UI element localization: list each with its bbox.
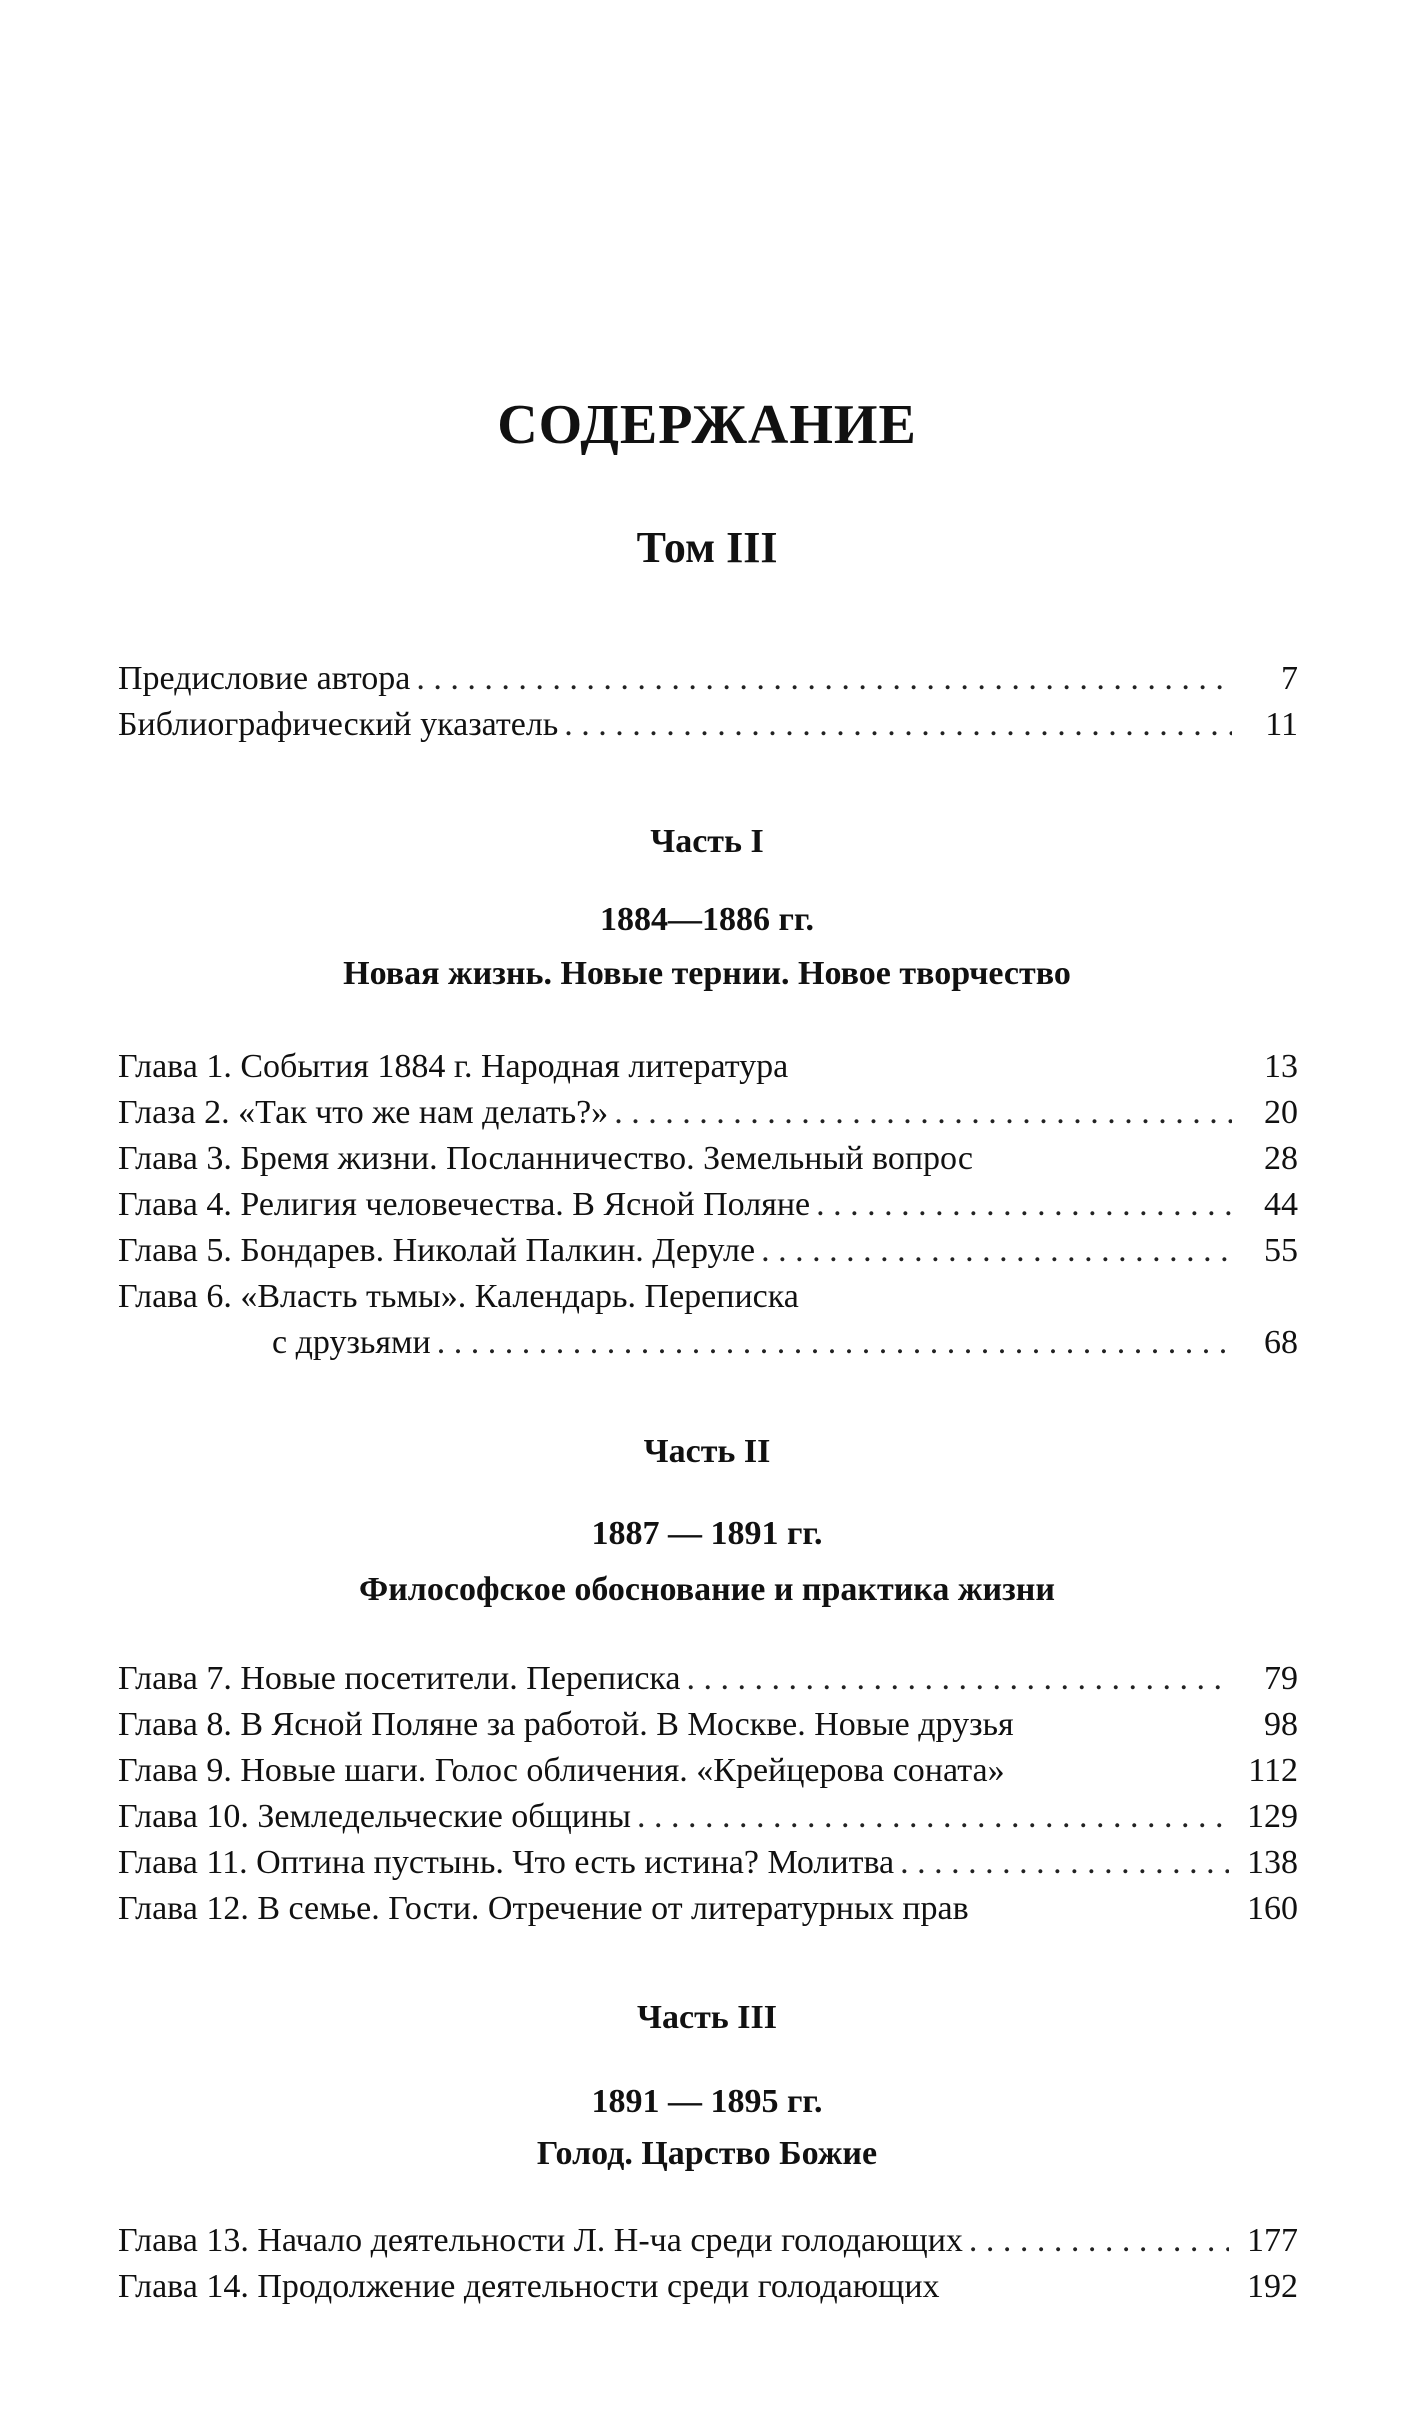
entry-title: Глава 7. Новые посетители. Переписка	[118, 1660, 681, 1697]
part-label: Часть II	[643, 1433, 771, 1470]
toc-entry[interactable]	[118, 702, 1298, 748]
entry-title: Глава 13. Начало деятельности Л. Н-ча среди голодающих	[118, 2222, 963, 2259]
toc-entry[interactable]	[118, 1044, 1298, 1090]
part-years: 1891 — 1895 гг.	[591, 2083, 823, 2120]
toc-entry[interactable]	[118, 1274, 1298, 1320]
entry-title: Глава 3. Бремя жизни. Посланничество. Земельный вопрос	[118, 1140, 973, 1177]
entry-title-continuation: с друзьями	[272, 1324, 431, 1361]
front-matter-list	[118, 656, 1298, 748]
part-2-entries	[118, 1656, 1298, 1932]
toc-entry[interactable]	[118, 1702, 1298, 1748]
part-subtitle: Новая жизнь. Новые тернии. Новое творчество	[343, 955, 1071, 992]
dot-leader	[816, 1182, 1232, 1228]
toc-entry[interactable]	[118, 1656, 1298, 1702]
part-1-entries	[118, 1044, 1298, 1366]
toc-entry[interactable]	[118, 656, 1298, 702]
entry-title: Глава 4. Религия человечества. В Ясной Поляне	[118, 1186, 811, 1223]
page-title: СОДЕРЖАНИЕ	[497, 394, 917, 456]
part-years: 1887 — 1891 гг.	[591, 1515, 823, 1552]
toc-entry[interactable]	[118, 2218, 1298, 2264]
entry-page: 160	[1247, 1890, 1298, 1927]
toc-entry[interactable]	[118, 1886, 1298, 1932]
dot-leader	[687, 1656, 1232, 1702]
toc-entry[interactable]	[118, 1090, 1298, 1136]
entry-page: 79	[1264, 1660, 1298, 1697]
entry-title: Глава 14. Продолжение деятельности среди голодающих	[118, 2268, 940, 2305]
entry-page: 28	[1264, 1140, 1298, 1177]
entry-page: 98	[1264, 1706, 1298, 1743]
entry-title: Глава 1. События 1884 г. Народная литература	[118, 1048, 789, 1085]
entry-page: 13	[1264, 1048, 1298, 1085]
part-label: Часть I	[650, 823, 764, 860]
entry-page: 129	[1247, 1798, 1298, 1835]
dot-leader	[761, 1228, 1232, 1274]
part-years: 1884—1886 гг.	[599, 901, 815, 938]
dot-leader	[564, 702, 1232, 748]
part-3-entries	[118, 2218, 1298, 2310]
toc-entry[interactable]	[118, 1794, 1298, 1840]
part-label: Часть III	[637, 1999, 777, 2036]
entry-page: 177	[1247, 2222, 1298, 2259]
dot-leader	[416, 656, 1232, 702]
entry-title: Предисловие автора	[118, 660, 411, 697]
dot-leader	[437, 1320, 1232, 1366]
toc-entry[interactable]	[118, 1748, 1298, 1794]
entry-title: Глава 6. «Власть тьмы». Календарь. Переписка	[118, 1278, 799, 1315]
entry-page: 11	[1265, 706, 1298, 743]
entry-page: 44	[1264, 1186, 1298, 1223]
entry-page: 68	[1264, 1324, 1298, 1361]
entry-title: Глава 12. В семье. Гости. Отречение от литературных прав	[118, 1890, 969, 1927]
part-subtitle: Философское обоснование и практика жизни	[359, 1571, 1055, 1608]
entry-page: 55	[1264, 1232, 1298, 1269]
dot-leader	[614, 1090, 1232, 1136]
dot-leader	[637, 1794, 1229, 1840]
entry-title: Библиографический указатель	[118, 706, 559, 743]
entry-page: 112	[1248, 1752, 1298, 1789]
entry-title: Глава 10. Земледельческие общины	[118, 1798, 632, 1835]
toc-entry[interactable]	[118, 1136, 1298, 1182]
entry-page: 192	[1247, 2268, 1298, 2305]
entry-title: Глава 9. Новые шаги. Голос обличения. «Крейцерова соната»	[118, 1752, 1005, 1789]
toc-entry[interactable]	[118, 1182, 1298, 1228]
toc-entry-continuation[interactable]	[118, 1320, 1298, 1366]
toc-entry[interactable]	[118, 1228, 1298, 1274]
entry-title: Глава 8. В Ясной Поляне за работой. В Москве. Новые друзья	[118, 1706, 1014, 1743]
entry-page: 138	[1247, 1844, 1298, 1881]
toc-entry[interactable]	[118, 2264, 1298, 2310]
entry-title: Глаза 2. «Так что же нам делать?»	[118, 1094, 609, 1131]
part-subtitle: Голод. Царство Божие	[536, 2135, 878, 2172]
entry-title: Глава 11. Оптина пустынь. Что есть истина? Молитва	[118, 1844, 895, 1881]
entry-page: 20	[1264, 1094, 1298, 1131]
dot-leader	[900, 1840, 1229, 1886]
toc-entry[interactable]	[118, 1840, 1298, 1886]
volume-title: Том III	[636, 523, 778, 572]
entry-title: Глава 5. Бондарев. Николай Палкин. Деруле	[118, 1232, 756, 1269]
entry-page: 7	[1281, 660, 1298, 697]
dot-leader	[969, 2218, 1229, 2264]
